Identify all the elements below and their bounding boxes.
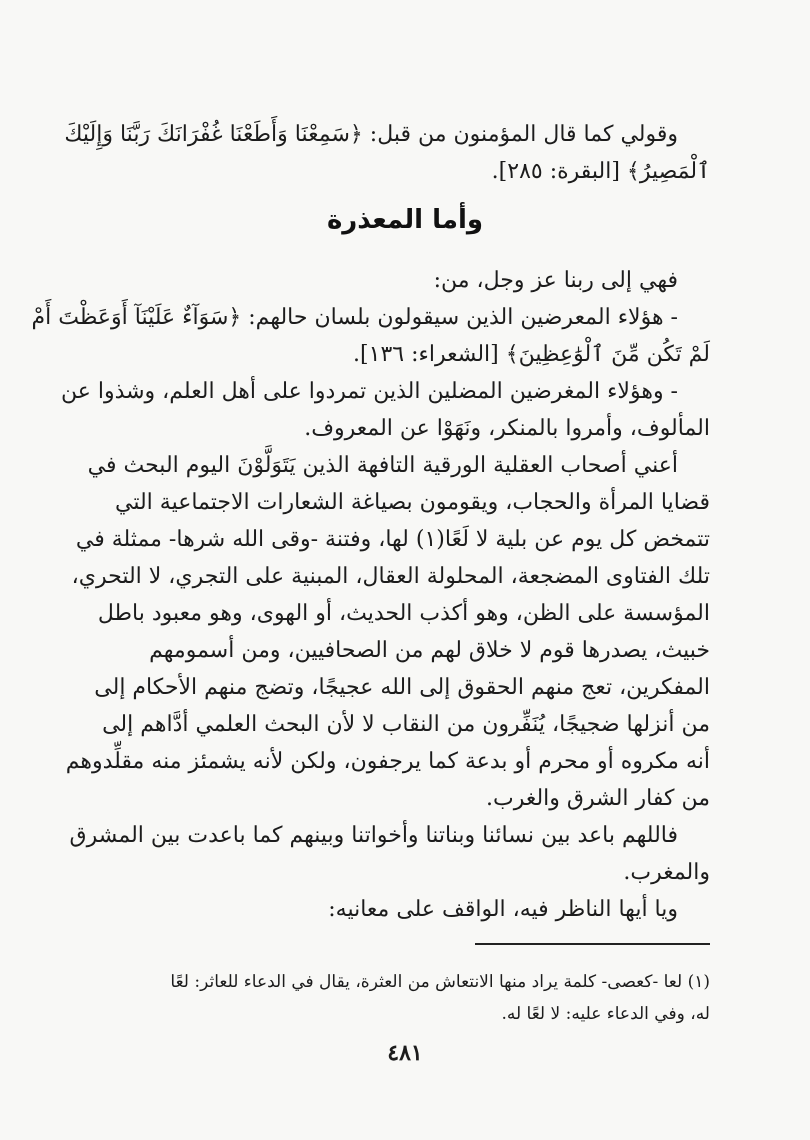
closing-line: ويا أيها الناظر فيه، الواقف على معانيه: [328, 897, 678, 922]
item-2-line-2: المألوف، وأمروا بالمنكر، ونَهَوْا عن المعروف. [304, 416, 710, 441]
footnote-line-1: (١) لعا -كعصى- كلمة يراد منها الانتعاش من العثرة، يقال في الدعاء للعاثر: لعًا [170, 972, 710, 992]
item-2-line-1: - وهؤلاء المغرضين المضلين الذين تمردوا على أهل العلم، وشذوا عن [60, 379, 678, 404]
paragraph-line: المفكرين، تعج منهم الحقوق إلى الله عجيجًا، وتضج منهم الأحكام إلى [94, 675, 710, 700]
paragraph-line: قضايا المرأة والحجاب، ويقومون بصياغة الشعارات الاجتماعية التي [114, 490, 710, 515]
body-text [31, 262, 710, 928]
footnote-divider [475, 943, 710, 945]
section-heading: وأما المعذرة [326, 205, 484, 235]
page-number: ٤٨١ [387, 1040, 423, 1066]
item-1-line-1: - هؤلاء المعرضين الذين سيقولون بلسان حالهم: ﴿سَوَآءٌ عَلَيْنَآ أَوَعَظْتَ أَمْ [31, 305, 678, 330]
item-1-line-2: لَمْ تَكُن مِّنَ ٱلْوَٰعِظِينَ﴾ [الشعراء: ١٣٦]. [353, 342, 710, 367]
paragraph-line: أنه مكروه أو محرم أو بدعة كما يرجفون، ولكن لأنه يشمئز منه مقلِّدوهم [65, 749, 710, 774]
opening-line-1: وقولي كما قال المؤمنون من قبل: ﴿سَمِعْنَا وَأَطَعْنَا غُفْرَانَكَ رَبَّنَا وَإِلَيْكَ [64, 122, 678, 147]
paragraph-line: المؤسسة على الظن، وهو أكذب الحديث، أو الهوى، وهو معبود باطل [97, 601, 710, 626]
prayer-line-2: والمغرب. [623, 860, 710, 885]
paragraph-line: من أنزلها ضجيجًا، يُنَفِّرون من النقاب لا لأن البحث العلمي أدَّاهم إلى [102, 712, 710, 737]
paragraph-line: تتمخض كل يوم عن بلية لا لَعًا(١) لها، وفتنة -وقى الله شرها- ممثلة في [75, 527, 710, 552]
opening-line-2: ٱلْمَصِيرُ﴾ [البقرة: ٢٨٥]. [491, 159, 710, 184]
paragraph-line: خبيث، يصدرها قوم لا خلاق لهم من الصحافيين، ومن أسمومهم [149, 638, 710, 663]
intro-line: فهي إلى ربنا عز وجل، من: [433, 268, 678, 293]
paragraph-line: أعني أصحاب العقلية الورقية التافهة الذين يَتَوَلَّوْنَ اليوم البحث في [87, 453, 678, 478]
footnote-line-2: له، وفي الدعاء عليه: لا لعًا له. [501, 1004, 710, 1024]
footnotes [120, 966, 710, 1030]
opening-paragraph [64, 116, 710, 190]
paragraph-line: من كفار الشرق والغرب. [486, 786, 710, 811]
paragraph-line: تلك الفتاوى المضجعة، المحلولة العقال، المبنية على التجري، لا التحري، [71, 564, 710, 589]
prayer-line-1: فاللهم باعد بين نسائنا وبناتنا وأخواتنا وبينهم كما باعدت بين المشرق [69, 823, 678, 848]
